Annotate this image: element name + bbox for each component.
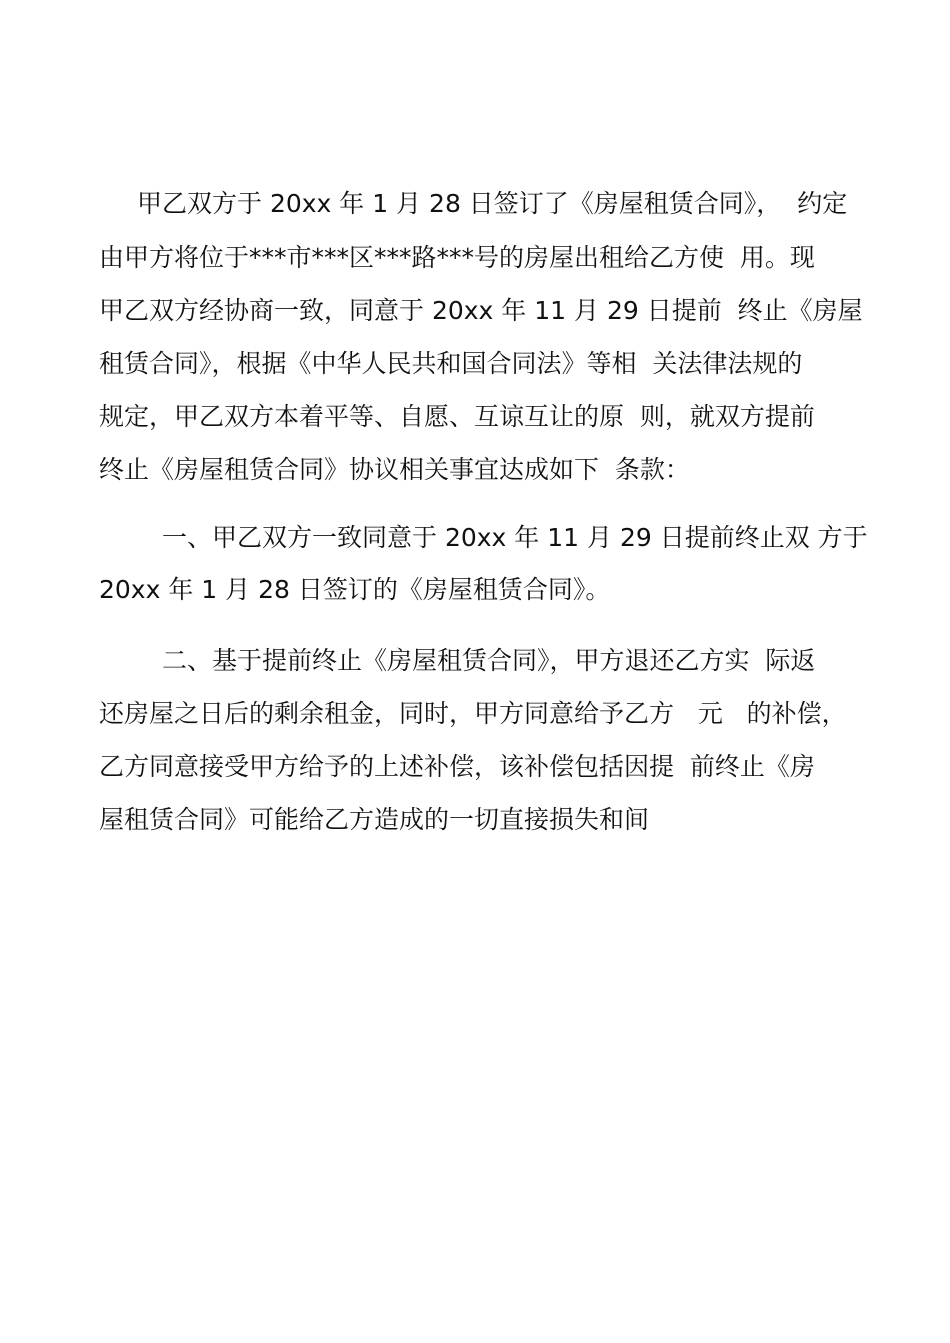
text-line: 乙方同意接受甲方给予的上述补偿，该补偿包括因提 前终止《房 — [99, 752, 815, 781]
text-line: 屋租赁合同》可能给乙方造成的一切直接损失和间 — [99, 805, 650, 834]
text-line: 租赁合同》，根据《中华人民共和国合同法》等相 关法律法规的 — [99, 349, 803, 378]
text-line: 二、基于提前终止《房屋租赁合同》，甲方退还乙方实 际返 — [162, 646, 816, 675]
text-line: 规定，甲乙双方本着平等、自愿、互谅互让的原 则，就双方提前 — [99, 402, 815, 431]
text-line: 20xx 年 1 月 28 日签订的《房屋租赁合同》。 — [99, 575, 611, 604]
text-line: 一、甲乙双方一致同意于 20xx 年 11 月 29 日提前终止双 方于 — [162, 523, 868, 552]
text-line: 甲乙双方经协商一致，同意于 20xx 年 11 月 29 日提前 终止《房屋 — [99, 296, 863, 325]
text-line: 终止《房屋租赁合同》协议相关事宜达成如下 条款： — [99, 455, 690, 484]
text-line: 甲乙双方于 20xx 年 1 月 28 日签订了《房屋租赁合同》， 约定 — [137, 189, 848, 218]
text-line: 由甲方将位于***市***区***路***号的房屋出租给乙方使 用。现 — [99, 243, 815, 272]
text-line: 还房屋之日后的剩余租金，同时，甲方同意给予乙方 元 的补偿， — [99, 699, 847, 728]
